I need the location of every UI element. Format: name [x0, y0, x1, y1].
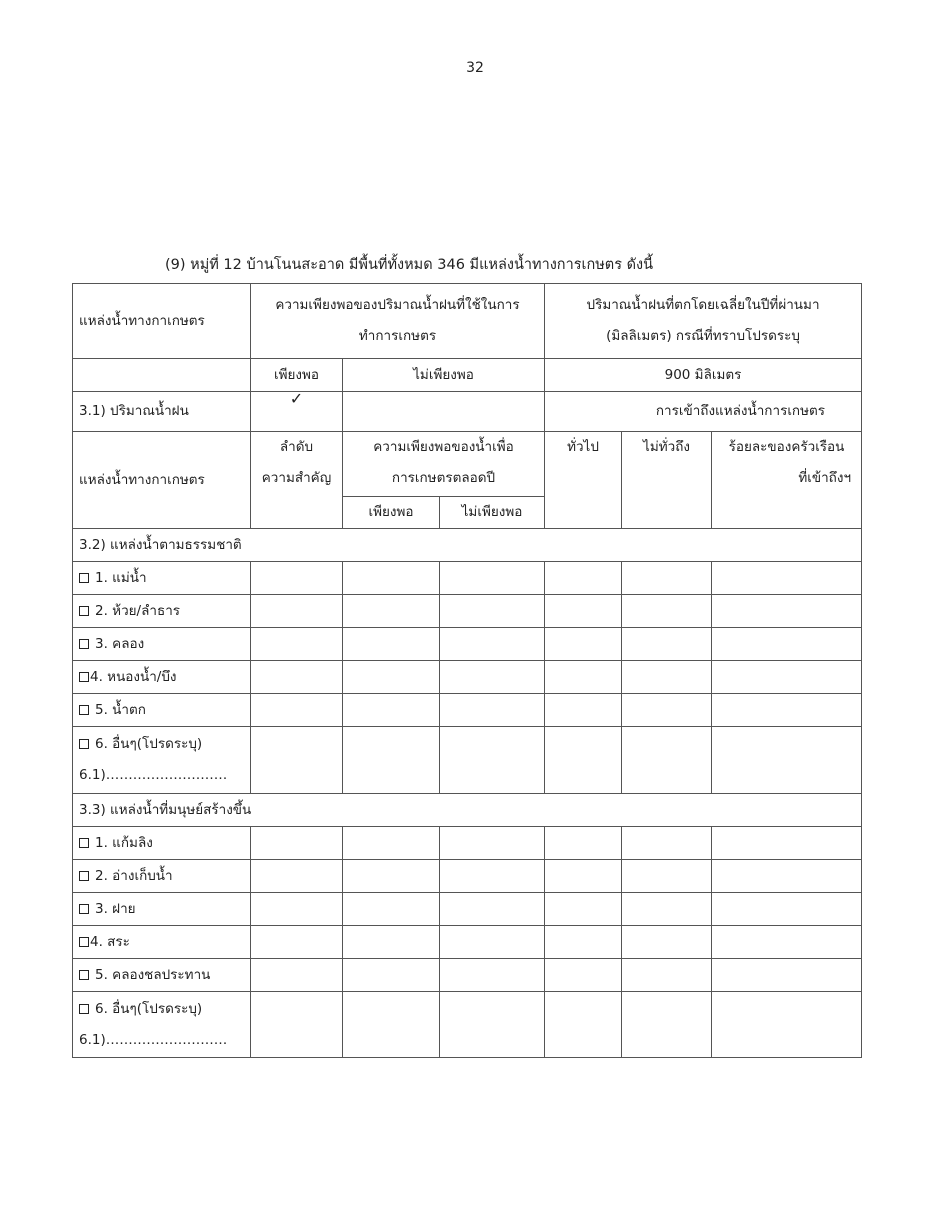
header-general-access: ทั่วไป [545, 432, 622, 529]
table-row [73, 992, 862, 1058]
header-insufficient: ไม่เพียงพอ [343, 359, 545, 392]
table-row [73, 860, 862, 893]
header-sufficient: เพียงพอ [251, 359, 343, 392]
header-not-general-access: ไม่ทั่วถึง [622, 432, 712, 529]
natural-item-river[interactable]: 1. แม่น้ำ [73, 562, 251, 595]
table-row [73, 562, 862, 595]
natural-other-detail: 6.1)……………………… [79, 767, 228, 783]
table-row [73, 827, 862, 860]
manmade-item-reservoir[interactable]: 2. อ่างเก็บน้ำ [73, 860, 251, 893]
table-row [73, 694, 862, 727]
manmade-item-other[interactable]: 6. อื่นๆ(โปรดระบุ) 6.1)……………………… [73, 992, 251, 1058]
manmade-item-irrigation-canal[interactable]: 5. คลองชลประทาน [73, 959, 251, 992]
water-source-table [72, 283, 862, 1058]
manmade-section-title: 3.3) แหล่งน้ำที่มนุษย์สร้างขึ้น [73, 794, 862, 827]
table-row [73, 628, 862, 661]
checkbox-icon[interactable] [79, 937, 89, 947]
natural-item-creek[interactable]: 2. ห้วย/ลำธาร [73, 595, 251, 628]
natural-item-canal[interactable]: 3. คลอง [73, 628, 251, 661]
checkbox-icon[interactable] [79, 871, 89, 881]
header-insufficient-2: ไม่เพียงพอ [440, 497, 545, 529]
rainfall-sufficient-checkbox[interactable] [251, 392, 343, 432]
header-household-percent: ร้อยละของครัวเรือน ที่เข้าถึงฯ [712, 432, 862, 529]
manmade-item-monkey-cheek[interactable]: 1. แก้มลิง [73, 827, 251, 860]
header-importance-rank: ลำดับ ความสำคัญ [251, 432, 343, 529]
header-water-source: แหล่งน้ำทางกาเกษตร [73, 284, 251, 359]
table-row [73, 595, 862, 628]
check-mark-icon: ✓ [289, 391, 304, 408]
header-access: การเข้าถึงแหล่งน้ำการเกษตร [545, 392, 862, 432]
rainfall-value: 900 มิลิเมตร [545, 359, 862, 392]
table-row [73, 959, 862, 992]
checkbox-icon[interactable] [79, 573, 89, 583]
empty-cell [73, 359, 251, 392]
section-heading: (9) หมู่ที่ 12 บ้านโนนสะอาด มีพื้นที่ทั้งหมด 346 มีแหล่งน้ำทางการเกษตร ดังนี้ [165, 257, 654, 273]
page-number: 32 [466, 60, 484, 76]
checkbox-icon[interactable] [79, 838, 89, 848]
checkbox-icon[interactable] [79, 1004, 89, 1014]
natural-item-waterfall[interactable]: 5. น้ำตก [73, 694, 251, 727]
manmade-item-weir[interactable]: 3. ฝาย [73, 893, 251, 926]
table-row [73, 661, 862, 694]
checkbox-icon[interactable] [79, 739, 89, 749]
manmade-other-detail: 6.1)……………………… [79, 1031, 228, 1048]
checkbox-icon[interactable] [79, 639, 89, 649]
header-water-source-2: แหล่งน้ำทางกาเกษตร [73, 432, 251, 529]
table-row [73, 926, 862, 959]
natural-item-other[interactable]: 6. อื่นๆ(โปรดระบุ) 6.1)……………………… [73, 727, 251, 794]
checkbox-icon[interactable] [79, 970, 89, 980]
header-sufficient-2: เพียงพอ [343, 497, 440, 529]
header-rainfall-average: ปริมาณน้ำฝนที่ตกโดยเฉลี่ยในปีที่ผ่านมา (มิลลิเมตร) กรณีที่ทราบโปรดระบุ [545, 284, 862, 359]
natural-section-title: 3.2) แหล่งน้ำตามธรรมชาติ [73, 529, 862, 562]
checkbox-icon[interactable] [79, 904, 89, 914]
checkbox-icon[interactable] [79, 672, 89, 682]
header-yearround-sufficiency: ความเพียงพอของน้ำเพื่อ การเกษตรตลอดปี [343, 432, 545, 497]
natural-item-swamp[interactable]: 4. หนองน้ำ/บึง [73, 661, 251, 694]
table-row [73, 893, 862, 926]
checkbox-icon[interactable] [79, 705, 89, 715]
manmade-item-pond[interactable]: 4. สระ [73, 926, 251, 959]
rainfall-insufficient-cell[interactable] [343, 392, 545, 432]
header-rain-sufficiency: ความเพียงพอของปริมาณน้ำฝนที่ใช้ในการ ทำการเกษตร [251, 284, 545, 359]
table-row [73, 727, 862, 794]
row-rainfall-label: 3.1) ปริมาณน้ำฝน [73, 392, 251, 432]
checkbox-icon[interactable] [79, 606, 89, 616]
